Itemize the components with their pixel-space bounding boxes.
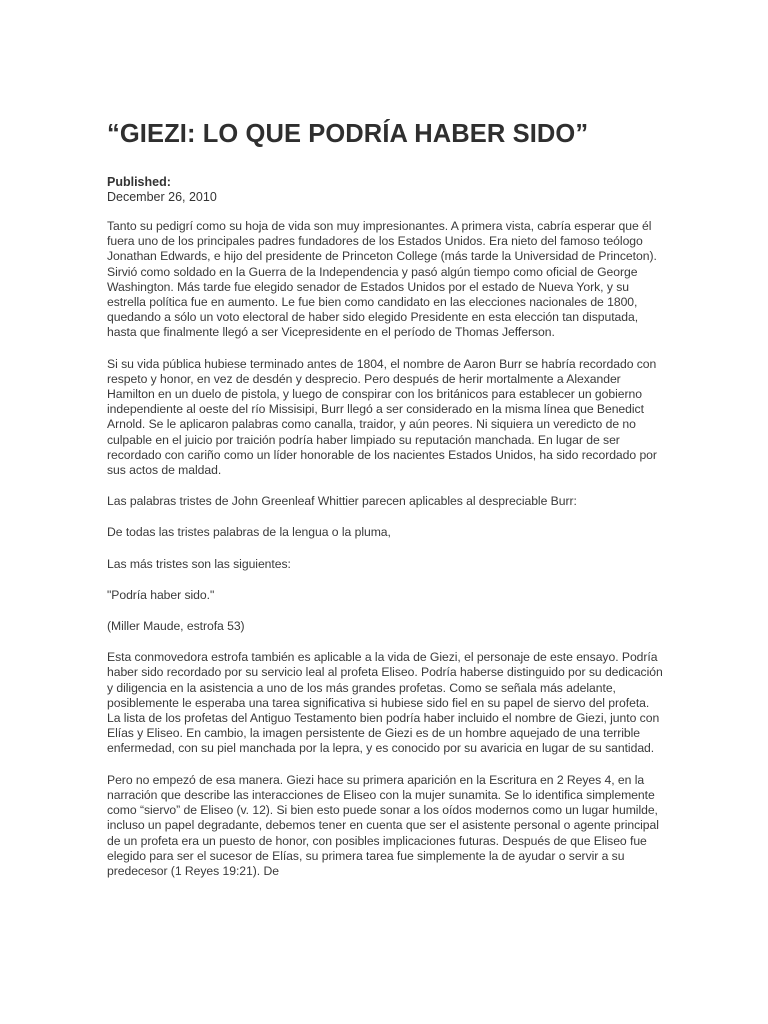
paragraph-4: Esta conmovedora estrofa también es aplicable a la vida de Giezi, el personaje de este ensayo. Podría haber sido recordado por su servicio leal al profeta Eliseo. Podría haberse distinguido por su dedicación y diligencia en la asistencia a uno de los más grandes profetas. Como se señala más adelante, posiblemente le esperaba una tarea significativa si hubiese sido fiel en su papel de siervo del profeta. La lista de los profetas del Antiguo Testamento bien podría haber incluido el nombre de Giezi, junto con Elías y Eliseo. En cambio, la imagen persistente de Giezi es de un hombre aquejado de una terrible enfermedad, con su piel manchada por la lepra, y es conocido por su avaricia en lugar de su santidad.: [107, 650, 663, 756]
poem-citation: (Miller Maude, estrofa 53): [107, 619, 245, 634]
article: [107, 118, 663, 895]
paragraph-3: Las palabras tristes de John Greenleaf Whittier parecen aplicables al despreciable Burr:: [107, 494, 577, 509]
paragraph-1: Tanto su pedigrí como su hoja de vida son muy impresionantes. A primera vista, cabría esperar que él fuera uno de los principales padres fundadores de los Estados Unidos. Era nieto del famoso teólogo Jonathan Edwards, e hijo del presidente de Princeton College (más tarde la Universidad de Princeton). Sirvió como soldado en la Guerra de la Independencia y pasó algún tiempo como oficial de George Washington. Más tarde fue elegido senador de Estados Unidos por el estado de Nueva York, y su estrella política fue en aumento. Le fue bien como candidato en las elecciones nacionales de 1800, quedando a sólo un voto electoral de haber sido elegido Presidente en esta elección tan disputada, hasta que finalmente llegó a ser Vicepresidente en el período de Thomas Jefferson.: [107, 219, 657, 340]
article-title: “GIEZI: LO QUE PODRÍA HABER SIDO”: [107, 120, 589, 148]
paragraph-5: Pero no empezó de esa manera. Giezi hace su primera aparición en la Escritura en 2 Reyes 4, en la narración que describe las interacciones de Eliseo con la mujer sunamita. Se lo identifica simplemente como “siervo” de Eliseo (v. 12). Si bien esto puede sonar a los oídos modernos como un lugar humilde, incluso un papel degradante, debemos tener en cuenta que ser el asistente personal o agente principal de un profeta era un puesto de honor, con posibles implicaciones futuras. Después de que Eliseo fue elegido para ser el sucesor de Elías, su primera tarea fue simplemente la de ayudar o servir a su predecesor (1 Reyes 19:21). De: [107, 772, 659, 878]
published-label: Published:: [107, 175, 171, 189]
poem-line-2: Las más tristes son las siguientes:: [107, 556, 291, 571]
poem-line-3: "Podría haber sido.": [107, 587, 215, 602]
published-date: December 26, 2010: [107, 190, 217, 204]
paragraph-2: Si su vida pública hubiese terminado antes de 1804, el nombre de Aaron Burr se habría recordado con respeto y honor, en vez de desdén y desprecio. Pero después de herir mortalmente a Alexander Hamilton en un duelo de pistola, y luego de conspirar con los británicos para establecer un gobierno independiente al oeste del río Missisipi, Burr llegó a ser considerado en la misma línea que Benedict Arnold. Se le aplicaron palabras como canalla, traidor, y aún peores. Ni siquiera un veredicto de no culpable en el juicio por traición podría haber limpiado su reputación manchada. En lugar de ser recordado con cariño como un líder honorable de los nacientes Estados Unidos, ha sido recordado por sus actos de maldad.: [107, 356, 657, 478]
poem-line-1: De todas las tristes palabras de la lengua o la pluma,: [107, 525, 391, 540]
